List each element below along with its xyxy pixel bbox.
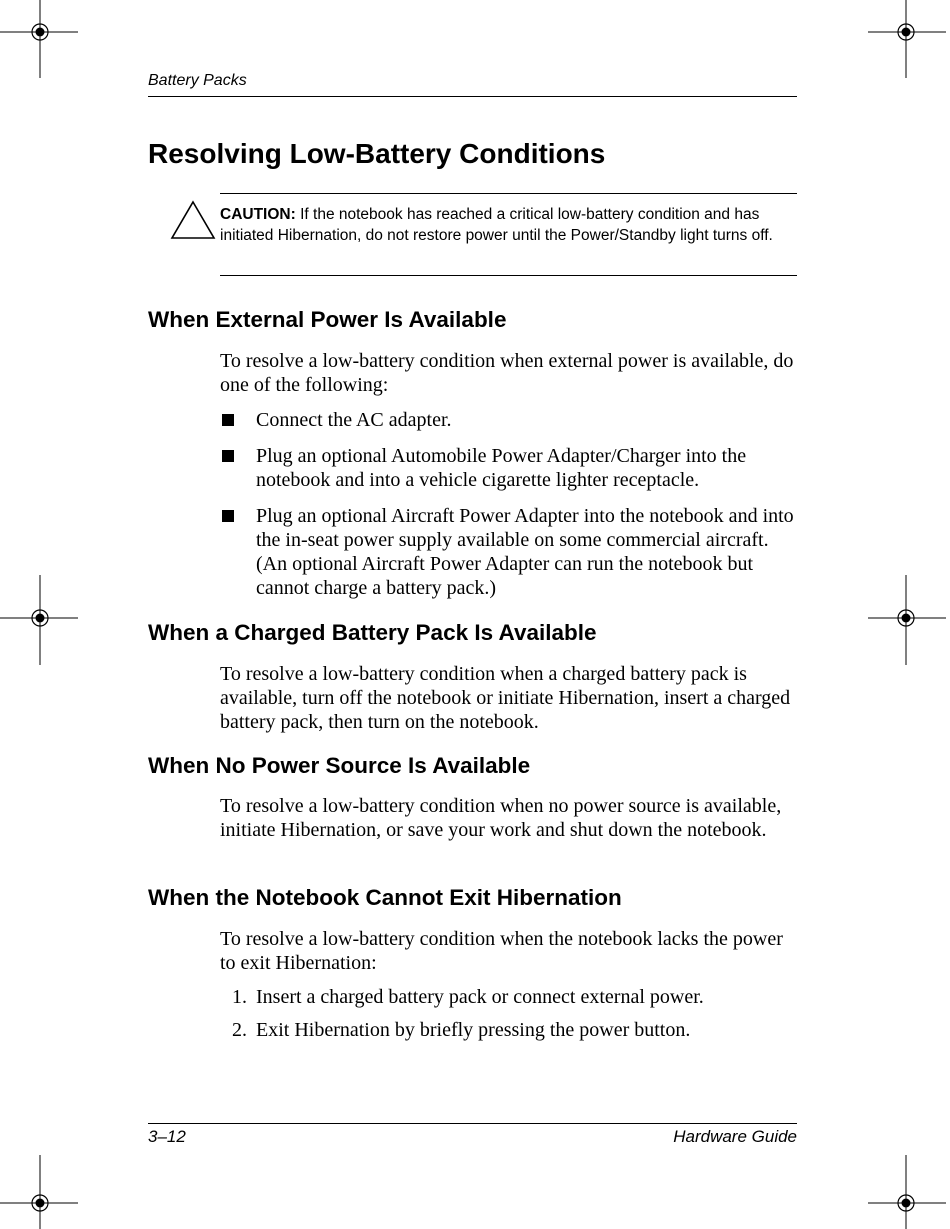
step-number: 1. [232,986,247,1008]
caution-bottom-rule [220,275,797,276]
registration-mark-icon [0,0,80,80]
square-bullet-icon [222,450,234,462]
list-item [220,504,800,600]
square-bullet-icon [222,510,234,522]
list-item-text: Plug an optional Aircraft Power Adapter into the notebook and into the in-seat power supply available on some commercial aircraft. (An optional Aircraft Power Adapter can run the notebook but cannot charge a battery pack.) [256,505,794,599]
section-intro: To resolve a low-battery condition when external power is available, do one of the following: [220,350,794,396]
square-bullet-icon [222,414,234,426]
section-body: To resolve a low-battery condition when no power source is available, initiate Hibernation, or save your work and shut down the notebook. [220,795,782,841]
registration-mark-icon [866,0,946,80]
registration-mark-icon [0,575,80,665]
running-header: Battery Packs [148,72,247,89]
numbered-step [220,985,800,1009]
header-rule [148,96,797,97]
section-heading: When External Power Is Available [148,307,507,332]
list-item-text: Connect the AC adapter. [256,409,452,431]
caution-message [220,204,797,246]
caution-top-rule [220,193,797,194]
book-title: Hardware Guide [673,1127,797,1146]
section-heading: When a Charged Battery Pack Is Available [148,620,597,645]
registration-mark-icon [866,575,946,665]
numbered-step [220,1018,800,1042]
page-number: 3–12 [148,1127,186,1146]
caution-label: CAUTION: [220,206,296,223]
registration-mark-icon [0,1155,80,1229]
caution-text: If the notebook has reached a critical low-battery condition and has initiated Hibernation, do not restore power until the Power/Standby light turns off. [220,206,773,244]
step-number: 2. [232,1019,247,1041]
warning-triangle-icon [170,200,216,240]
registration-mark-icon [866,1155,946,1229]
list-item-text: Plug an optional Automobile Power Adapter/Charger into the notebook and into a vehicle cigarette lighter receptacle. [256,445,747,491]
step-text: Insert a charged battery pack or connect external power. [256,986,704,1008]
list-item [220,408,800,432]
footer-rule [148,1123,797,1124]
list-item [220,444,800,492]
section-intro: To resolve a low-battery condition when the notebook lacks the power to exit Hibernation: [220,928,783,974]
step-text: Exit Hibernation by briefly pressing the power button. [256,1019,691,1041]
page-title: Resolving Low-Battery Conditions [148,138,606,169]
section-heading: When the Notebook Cannot Exit Hibernation [148,885,622,910]
section-heading: When No Power Source Is Available [148,753,531,778]
section-body: To resolve a low-battery condition when a charged battery pack is available, turn off the notebook or initiate Hibernation, insert a charged battery pack, then turn on the notebook. [220,663,791,733]
